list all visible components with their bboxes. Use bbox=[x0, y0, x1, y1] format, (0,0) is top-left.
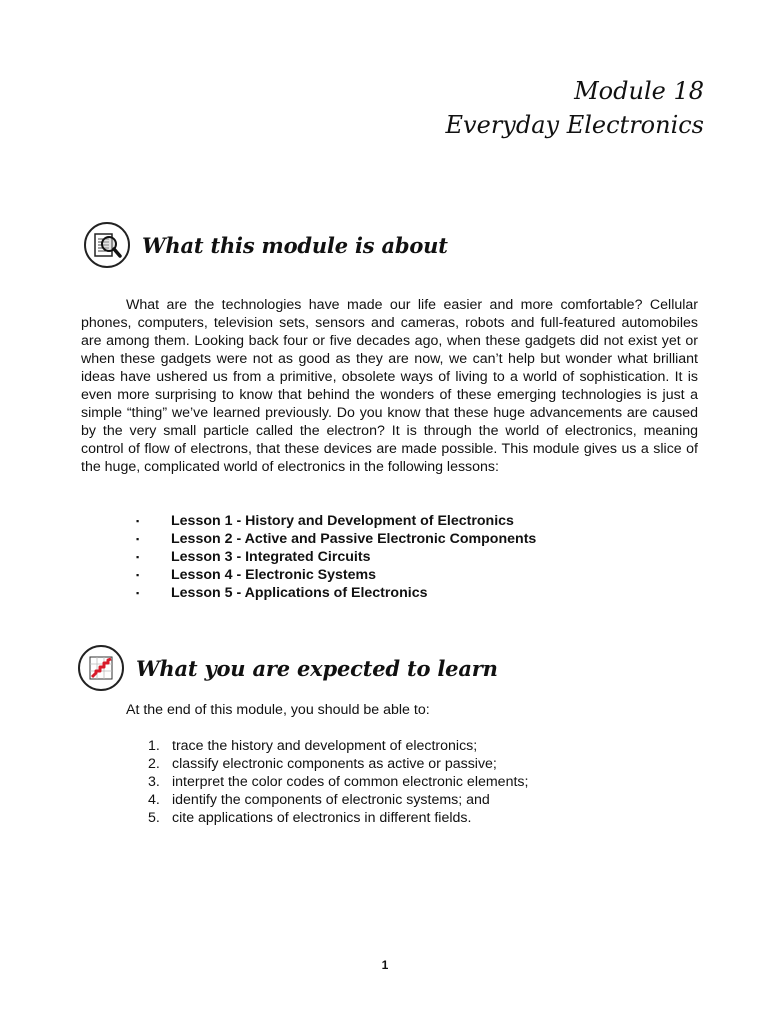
objective-text: cite applications of electronics in different fields. bbox=[172, 810, 472, 826]
list-item bbox=[148, 791, 528, 809]
list-item bbox=[148, 773, 528, 791]
section-about-heading: What this module is about bbox=[142, 232, 448, 258]
list-item bbox=[136, 548, 536, 566]
list-item bbox=[148, 737, 528, 755]
objective-list bbox=[148, 737, 528, 827]
item-number: 3. bbox=[148, 774, 160, 790]
lesson-label: Lesson 5 - Applications of Electronics bbox=[171, 585, 428, 601]
bullet-icon: ▪ bbox=[136, 516, 140, 526]
list-item bbox=[136, 584, 536, 602]
lesson-label: Lesson 1 - History and Development of Electronics bbox=[171, 513, 514, 529]
page-number: 1 bbox=[381, 958, 389, 972]
list-item bbox=[136, 512, 536, 530]
lesson-label: Lesson 4 - Electronic Systems bbox=[171, 567, 377, 583]
bullet-icon: ▪ bbox=[136, 534, 140, 544]
intro-paragraph: What are the technologies have made our life easier and more comfortable? Cellular phones, computers, television sets, sensors and cameras, robots and full-featured automobiles are among them. Looking back four or five decades ago, when these gadgets did not exist yet or when these gadgets were not as good as they are now, we can’t help but wonder what brilliant ideas have ushered us from a primitive, obsolete ways of living to a world of sophistication. It is even more surprising to know that behind the wonders of these emerging technologies is just a simple “thing” we’ve learned previously. Do you know that these huge advancements are caused by the very small particle called the electron? It is through the world of electronics, meaning control of flow of electrons, that these devices are made possible. This module gives us a slice of the huge, complicated world of electronics in the following lessons: bbox=[81, 297, 698, 475]
lesson-label: Lesson 2 - Active and Passive Electronic Components bbox=[171, 531, 537, 547]
rising-chart-icon bbox=[78, 645, 124, 691]
objectives-lead: At the end of this module, you should be able to: bbox=[126, 702, 430, 718]
bullet-icon: ▪ bbox=[136, 570, 140, 580]
list-item bbox=[148, 809, 528, 827]
item-number: 4. bbox=[148, 792, 160, 808]
magnifier-document-icon bbox=[84, 222, 130, 268]
section-expected-header bbox=[78, 645, 498, 691]
bullet-icon: ▪ bbox=[136, 552, 140, 562]
list-item bbox=[136, 566, 536, 584]
section-about-header bbox=[84, 222, 448, 268]
list-item bbox=[136, 530, 536, 548]
item-number: 2. bbox=[148, 756, 160, 772]
objective-text: classify electronic components as active or passive; bbox=[172, 756, 497, 772]
objective-text: interpret the color codes of common electronic elements; bbox=[172, 774, 529, 790]
module-title-block bbox=[446, 74, 704, 142]
item-number: 5. bbox=[148, 810, 160, 826]
lesson-list bbox=[136, 512, 536, 602]
objective-text: trace the history and development of electronics; bbox=[172, 738, 478, 754]
section-expected-heading: What you are expected to learn bbox=[136, 655, 498, 681]
list-item bbox=[148, 755, 528, 773]
lesson-label: Lesson 3 - Integrated Circuits bbox=[171, 549, 371, 565]
objective-text: identify the components of electronic systems; and bbox=[172, 792, 490, 808]
module-number: Module 18 bbox=[574, 77, 704, 105]
module-title: Everyday Electronics bbox=[445, 111, 704, 139]
bullet-icon: ▪ bbox=[136, 588, 140, 598]
item-number: 1. bbox=[148, 738, 160, 754]
